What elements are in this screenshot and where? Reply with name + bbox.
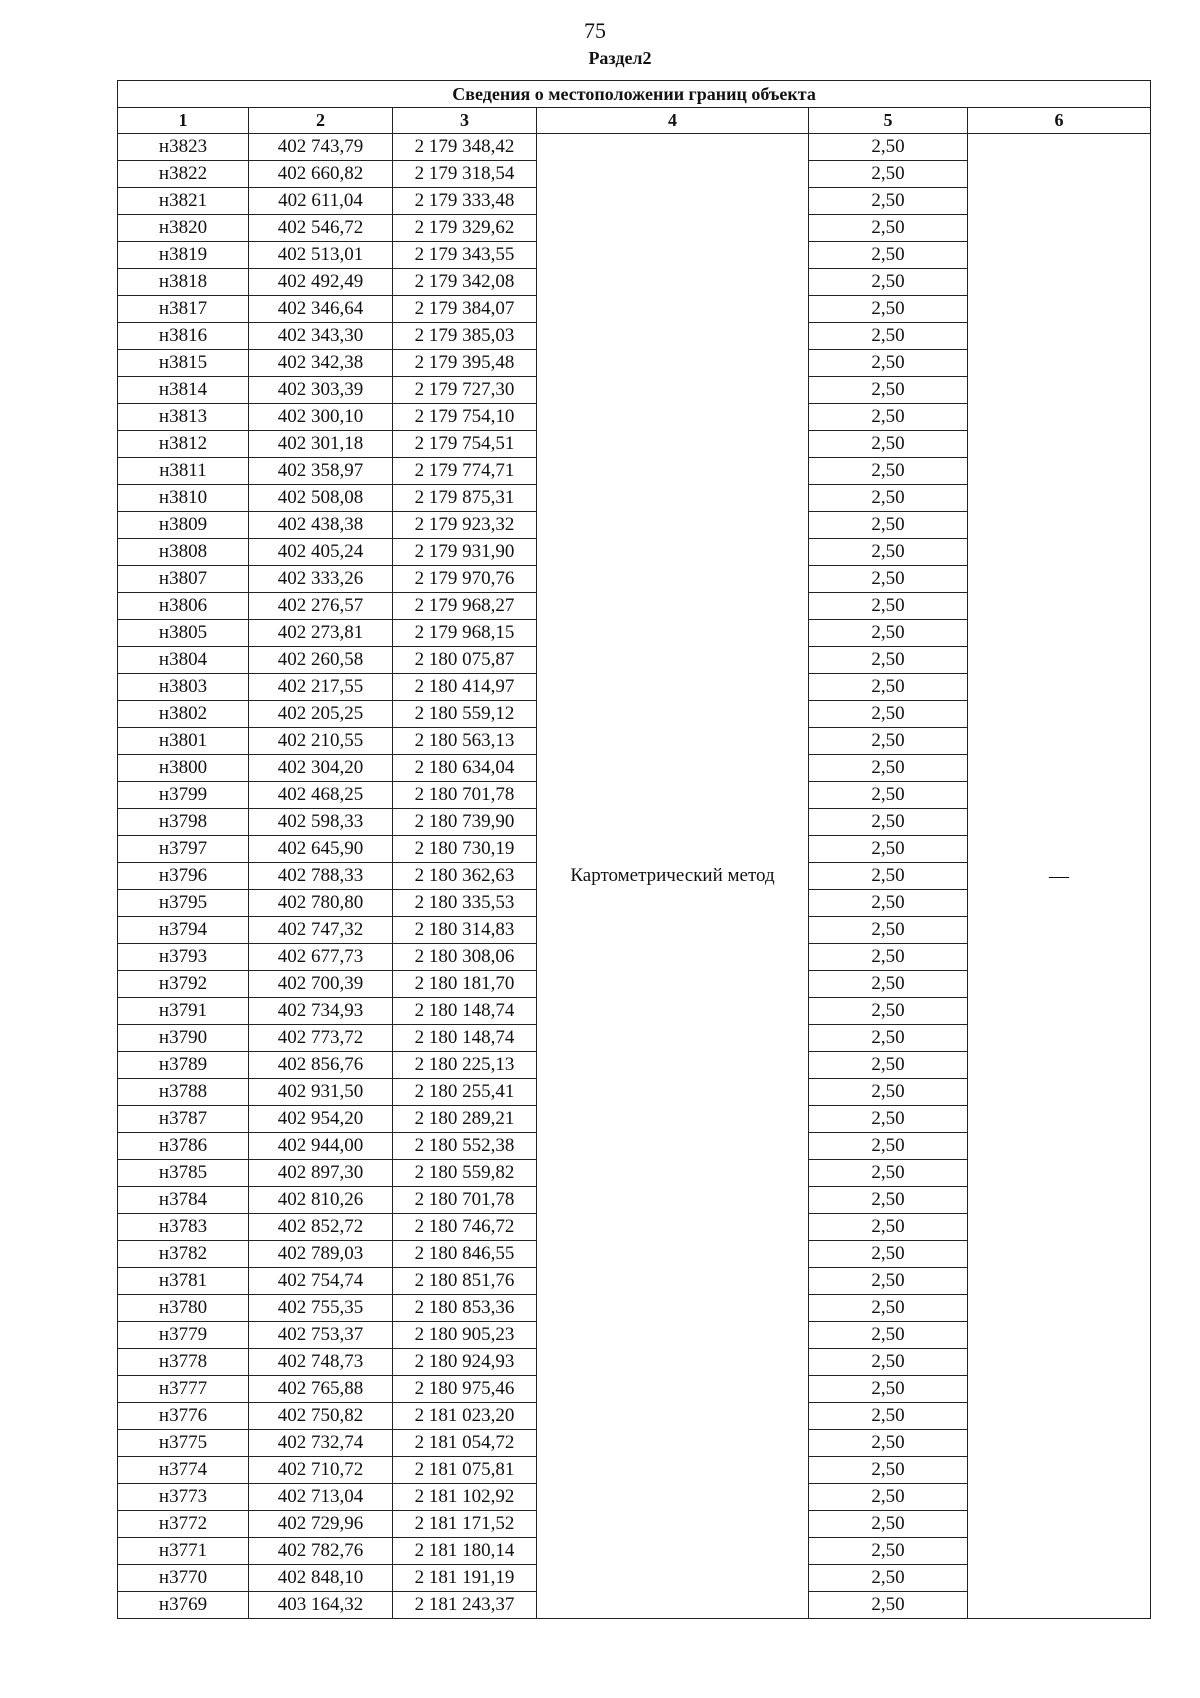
point-number-cell: н3819: [118, 242, 249, 269]
y-coordinate-cell: 2 180 148,74: [393, 998, 537, 1025]
point-number-cell: н3785: [118, 1160, 249, 1187]
y-coordinate-cell: 2 181 023,20: [393, 1403, 537, 1430]
column-number: 4: [537, 108, 809, 134]
point-number-cell: н3772: [118, 1511, 249, 1538]
accuracy-cell: 2,50: [809, 971, 968, 998]
accuracy-cell: 2,50: [809, 485, 968, 512]
point-number-cell: н3823: [118, 134, 249, 161]
x-coordinate-cell: 402 734,93: [249, 998, 393, 1025]
column-number: 1: [118, 108, 249, 134]
x-coordinate-cell: 402 660,82: [249, 161, 393, 188]
accuracy-cell: 2,50: [809, 1322, 968, 1349]
point-number-cell: н3770: [118, 1565, 249, 1592]
accuracy-cell: 2,50: [809, 134, 968, 161]
y-coordinate-cell: 2 179 727,30: [393, 377, 537, 404]
y-coordinate-cell: 2 181 102,92: [393, 1484, 537, 1511]
accuracy-cell: 2,50: [809, 755, 968, 782]
x-coordinate-cell: 402 358,97: [249, 458, 393, 485]
accuracy-cell: 2,50: [809, 728, 968, 755]
x-coordinate-cell: 402 782,76: [249, 1538, 393, 1565]
column-number: 5: [809, 108, 968, 134]
y-coordinate-cell: 2 179 754,10: [393, 404, 537, 431]
y-coordinate-cell: 2 180 289,21: [393, 1106, 537, 1133]
x-coordinate-cell: 402 303,39: [249, 377, 393, 404]
column-number: 3: [393, 108, 537, 134]
accuracy-cell: 2,50: [809, 809, 968, 836]
point-number-cell: н3806: [118, 593, 249, 620]
point-number-cell: н3775: [118, 1430, 249, 1457]
y-coordinate-cell: 2 179 968,27: [393, 593, 537, 620]
x-coordinate-cell: 402 753,37: [249, 1322, 393, 1349]
accuracy-cell: 2,50: [809, 1457, 968, 1484]
accuracy-cell: 2,50: [809, 512, 968, 539]
x-coordinate-cell: 402 508,08: [249, 485, 393, 512]
y-coordinate-cell: 2 179 754,51: [393, 431, 537, 458]
accuracy-cell: 2,50: [809, 431, 968, 458]
accuracy-cell: 2,50: [809, 1241, 968, 1268]
x-coordinate-cell: 402 788,33: [249, 863, 393, 890]
accuracy-cell: 2,50: [809, 1268, 968, 1295]
accuracy-cell: 2,50: [809, 674, 968, 701]
x-coordinate-cell: 402 645,90: [249, 836, 393, 863]
x-coordinate-cell: 403 164,32: [249, 1592, 393, 1619]
y-coordinate-cell: 2 180 746,72: [393, 1214, 537, 1241]
accuracy-cell: 2,50: [809, 1160, 968, 1187]
accuracy-cell: 2,50: [809, 1106, 968, 1133]
y-coordinate-cell: 2 180 255,41: [393, 1079, 537, 1106]
y-coordinate-cell: 2 179 318,54: [393, 161, 537, 188]
x-coordinate-cell: 402 780,80: [249, 890, 393, 917]
y-coordinate-cell: 2 180 563,13: [393, 728, 537, 755]
point-number-cell: н3804: [118, 647, 249, 674]
y-coordinate-cell: 2 179 342,08: [393, 269, 537, 296]
x-coordinate-cell: 402 732,74: [249, 1430, 393, 1457]
y-coordinate-cell: 2 180 308,06: [393, 944, 537, 971]
table-caption: Сведения о местоположении границ объекта: [118, 81, 1151, 108]
accuracy-cell: 2,50: [809, 1403, 968, 1430]
x-coordinate-cell: 402 789,03: [249, 1241, 393, 1268]
y-coordinate-cell: 2 180 362,63: [393, 863, 537, 890]
y-coordinate-cell: 2 180 851,76: [393, 1268, 537, 1295]
y-coordinate-cell: 2 179 333,48: [393, 188, 537, 215]
point-number-cell: н3793: [118, 944, 249, 971]
column-number-row: [118, 108, 1151, 134]
x-coordinate-cell: 402 301,18: [249, 431, 393, 458]
y-coordinate-cell: 2 179 774,71: [393, 458, 537, 485]
y-coordinate-cell: 2 180 552,38: [393, 1133, 537, 1160]
accuracy-cell: 2,50: [809, 269, 968, 296]
x-coordinate-cell: 402 405,24: [249, 539, 393, 566]
accuracy-cell: 2,50: [809, 593, 968, 620]
x-coordinate-cell: 402 713,04: [249, 1484, 393, 1511]
point-number-cell: н3815: [118, 350, 249, 377]
accuracy-cell: 2,50: [809, 350, 968, 377]
accuracy-cell: 2,50: [809, 1133, 968, 1160]
y-coordinate-cell: 2 179 329,62: [393, 215, 537, 242]
x-coordinate-cell: 402 438,38: [249, 512, 393, 539]
point-number-cell: н3816: [118, 323, 249, 350]
accuracy-cell: 2,50: [809, 539, 968, 566]
point-number-cell: н3796: [118, 863, 249, 890]
x-coordinate-cell: 402 205,25: [249, 701, 393, 728]
x-coordinate-cell: 402 729,96: [249, 1511, 393, 1538]
x-coordinate-cell: 402 810,26: [249, 1187, 393, 1214]
y-coordinate-cell: 2 179 395,48: [393, 350, 537, 377]
accuracy-cell: 2,50: [809, 1079, 968, 1106]
accuracy-cell: 2,50: [809, 836, 968, 863]
y-coordinate-cell: 2 179 923,32: [393, 512, 537, 539]
column6-cell: —: [968, 134, 1151, 1619]
x-coordinate-cell: 402 954,20: [249, 1106, 393, 1133]
table-body: [118, 134, 1151, 1619]
accuracy-cell: 2,50: [809, 1025, 968, 1052]
point-number-cell: н3786: [118, 1133, 249, 1160]
accuracy-cell: 2,50: [809, 1214, 968, 1241]
y-coordinate-cell: 2 179 968,15: [393, 620, 537, 647]
y-coordinate-cell: 2 180 634,04: [393, 755, 537, 782]
x-coordinate-cell: 402 468,25: [249, 782, 393, 809]
x-coordinate-cell: 402 260,58: [249, 647, 393, 674]
accuracy-cell: 2,50: [809, 242, 968, 269]
accuracy-cell: 2,50: [809, 1430, 968, 1457]
x-coordinate-cell: 402 748,73: [249, 1349, 393, 1376]
y-coordinate-cell: 2 180 181,70: [393, 971, 537, 998]
accuracy-cell: 2,50: [809, 1376, 968, 1403]
point-number-cell: н3803: [118, 674, 249, 701]
y-coordinate-cell: 2 179 875,31: [393, 485, 537, 512]
x-coordinate-cell: 402 300,10: [249, 404, 393, 431]
y-coordinate-cell: 2 180 225,13: [393, 1052, 537, 1079]
x-coordinate-cell: 402 217,55: [249, 674, 393, 701]
page-number: 75: [584, 18, 606, 43]
y-coordinate-cell: 2 179 348,42: [393, 134, 537, 161]
accuracy-cell: 2,50: [809, 620, 968, 647]
point-number-cell: н3774: [118, 1457, 249, 1484]
accuracy-cell: 2,50: [809, 998, 968, 1025]
accuracy-cell: 2,50: [809, 944, 968, 971]
point-number-cell: н3777: [118, 1376, 249, 1403]
y-coordinate-cell: 2 180 148,74: [393, 1025, 537, 1052]
y-coordinate-cell: 2 180 701,78: [393, 782, 537, 809]
point-number-cell: н3776: [118, 1403, 249, 1430]
accuracy-cell: 2,50: [809, 890, 968, 917]
point-number-cell: н3807: [118, 566, 249, 593]
point-number-cell: н3801: [118, 728, 249, 755]
x-coordinate-cell: 402 342,38: [249, 350, 393, 377]
y-coordinate-cell: 2 180 701,78: [393, 1187, 537, 1214]
x-coordinate-cell: 402 492,49: [249, 269, 393, 296]
accuracy-cell: 2,50: [809, 1538, 968, 1565]
x-coordinate-cell: 402 343,30: [249, 323, 393, 350]
point-number-cell: н3788: [118, 1079, 249, 1106]
x-coordinate-cell: 402 546,72: [249, 215, 393, 242]
accuracy-cell: 2,50: [809, 404, 968, 431]
point-number-cell: н3790: [118, 1025, 249, 1052]
x-coordinate-cell: 402 852,72: [249, 1214, 393, 1241]
accuracy-cell: 2,50: [809, 1349, 968, 1376]
y-coordinate-cell: 2 180 853,36: [393, 1295, 537, 1322]
accuracy-cell: 2,50: [809, 647, 968, 674]
boundary-coordinates-table: [117, 80, 1151, 1619]
point-number-cell: н3798: [118, 809, 249, 836]
x-coordinate-cell: 402 304,20: [249, 755, 393, 782]
point-number-cell: н3818: [118, 269, 249, 296]
point-number-cell: н3821: [118, 188, 249, 215]
point-number-cell: н3779: [118, 1322, 249, 1349]
y-coordinate-cell: 2 180 559,82: [393, 1160, 537, 1187]
accuracy-cell: 2,50: [809, 323, 968, 350]
point-number-cell: н3802: [118, 701, 249, 728]
section-title: Раздел2: [588, 48, 652, 68]
point-number-cell: н3794: [118, 917, 249, 944]
x-coordinate-cell: 402 276,57: [249, 593, 393, 620]
point-number-cell: н3780: [118, 1295, 249, 1322]
y-coordinate-cell: 2 181 191,19: [393, 1565, 537, 1592]
point-number-cell: н3789: [118, 1052, 249, 1079]
point-number-cell: н3797: [118, 836, 249, 863]
y-coordinate-cell: 2 179 385,03: [393, 323, 537, 350]
accuracy-cell: 2,50: [809, 917, 968, 944]
point-number-cell: н3813: [118, 404, 249, 431]
point-number-cell: н3805: [118, 620, 249, 647]
x-coordinate-cell: 402 611,04: [249, 188, 393, 215]
y-coordinate-cell: 2 179 384,07: [393, 296, 537, 323]
x-coordinate-cell: 402 677,73: [249, 944, 393, 971]
accuracy-cell: 2,50: [809, 1565, 968, 1592]
point-number-cell: н3769: [118, 1592, 249, 1619]
x-coordinate-cell: 402 333,26: [249, 566, 393, 593]
x-coordinate-cell: 402 750,82: [249, 1403, 393, 1430]
method-cell: Картометрический метод: [537, 134, 809, 1619]
accuracy-cell: 2,50: [809, 296, 968, 323]
point-number-cell: н3787: [118, 1106, 249, 1133]
x-coordinate-cell: 402 700,39: [249, 971, 393, 998]
x-coordinate-cell: 402 856,76: [249, 1052, 393, 1079]
x-coordinate-cell: 402 513,01: [249, 242, 393, 269]
accuracy-cell: 2,50: [809, 1511, 968, 1538]
point-number-cell: н3814: [118, 377, 249, 404]
point-number-cell: н3783: [118, 1214, 249, 1241]
y-coordinate-cell: 2 180 924,93: [393, 1349, 537, 1376]
point-number-cell: н3784: [118, 1187, 249, 1214]
point-number-cell: н3773: [118, 1484, 249, 1511]
y-coordinate-cell: 2 181 171,52: [393, 1511, 537, 1538]
x-coordinate-cell: 402 765,88: [249, 1376, 393, 1403]
point-number-cell: н3771: [118, 1538, 249, 1565]
point-number-cell: н3809: [118, 512, 249, 539]
point-number-cell: н3811: [118, 458, 249, 485]
y-coordinate-cell: 2 181 180,14: [393, 1538, 537, 1565]
accuracy-cell: 2,50: [809, 1052, 968, 1079]
y-coordinate-cell: 2 180 414,97: [393, 674, 537, 701]
accuracy-cell: 2,50: [809, 1295, 968, 1322]
x-coordinate-cell: 402 710,72: [249, 1457, 393, 1484]
y-coordinate-cell: 2 180 905,23: [393, 1322, 537, 1349]
accuracy-cell: 2,50: [809, 188, 968, 215]
column-number: 2: [249, 108, 393, 134]
x-coordinate-cell: 402 747,32: [249, 917, 393, 944]
x-coordinate-cell: 402 754,74: [249, 1268, 393, 1295]
x-coordinate-cell: 402 931,50: [249, 1079, 393, 1106]
column-number: 6: [968, 108, 1151, 134]
x-coordinate-cell: 402 210,55: [249, 728, 393, 755]
x-coordinate-cell: 402 848,10: [249, 1565, 393, 1592]
accuracy-cell: 2,50: [809, 566, 968, 593]
point-number-cell: н3782: [118, 1241, 249, 1268]
point-number-cell: н3820: [118, 215, 249, 242]
x-coordinate-cell: 402 598,33: [249, 809, 393, 836]
y-coordinate-cell: 2 180 335,53: [393, 890, 537, 917]
point-number-cell: н3817: [118, 296, 249, 323]
point-number-cell: н3792: [118, 971, 249, 998]
y-coordinate-cell: 2 181 054,72: [393, 1430, 537, 1457]
y-coordinate-cell: 2 180 730,19: [393, 836, 537, 863]
point-number-cell: н3791: [118, 998, 249, 1025]
accuracy-cell: 2,50: [809, 1187, 968, 1214]
y-coordinate-cell: 2 180 075,87: [393, 647, 537, 674]
x-coordinate-cell: 402 944,00: [249, 1133, 393, 1160]
accuracy-cell: 2,50: [809, 782, 968, 809]
accuracy-cell: 2,50: [809, 1484, 968, 1511]
accuracy-cell: 2,50: [809, 701, 968, 728]
x-coordinate-cell: 402 743,79: [249, 134, 393, 161]
y-coordinate-cell: 2 181 243,37: [393, 1592, 537, 1619]
y-coordinate-cell: 2 179 931,90: [393, 539, 537, 566]
accuracy-cell: 2,50: [809, 377, 968, 404]
accuracy-cell: 2,50: [809, 161, 968, 188]
accuracy-cell: 2,50: [809, 215, 968, 242]
point-number-cell: н3800: [118, 755, 249, 782]
point-number-cell: н3781: [118, 1268, 249, 1295]
y-coordinate-cell: 2 180 739,90: [393, 809, 537, 836]
point-number-cell: н3810: [118, 485, 249, 512]
accuracy-cell: 2,50: [809, 1592, 968, 1619]
x-coordinate-cell: 402 273,81: [249, 620, 393, 647]
point-number-cell: н3812: [118, 431, 249, 458]
y-coordinate-cell: 2 180 975,46: [393, 1376, 537, 1403]
y-coordinate-cell: 2 179 970,76: [393, 566, 537, 593]
point-number-cell: н3778: [118, 1349, 249, 1376]
y-coordinate-cell: 2 180 314,83: [393, 917, 537, 944]
point-number-cell: н3795: [118, 890, 249, 917]
point-number-cell: н3808: [118, 539, 249, 566]
y-coordinate-cell: 2 180 846,55: [393, 1241, 537, 1268]
table-row: [118, 134, 1151, 161]
accuracy-cell: 2,50: [809, 458, 968, 485]
x-coordinate-cell: 402 773,72: [249, 1025, 393, 1052]
x-coordinate-cell: 402 346,64: [249, 296, 393, 323]
y-coordinate-cell: 2 181 075,81: [393, 1457, 537, 1484]
x-coordinate-cell: 402 897,30: [249, 1160, 393, 1187]
y-coordinate-cell: 2 180 559,12: [393, 701, 537, 728]
point-number-cell: н3799: [118, 782, 249, 809]
accuracy-cell: 2,50: [809, 863, 968, 890]
x-coordinate-cell: 402 755,35: [249, 1295, 393, 1322]
point-number-cell: н3822: [118, 161, 249, 188]
y-coordinate-cell: 2 179 343,55: [393, 242, 537, 269]
